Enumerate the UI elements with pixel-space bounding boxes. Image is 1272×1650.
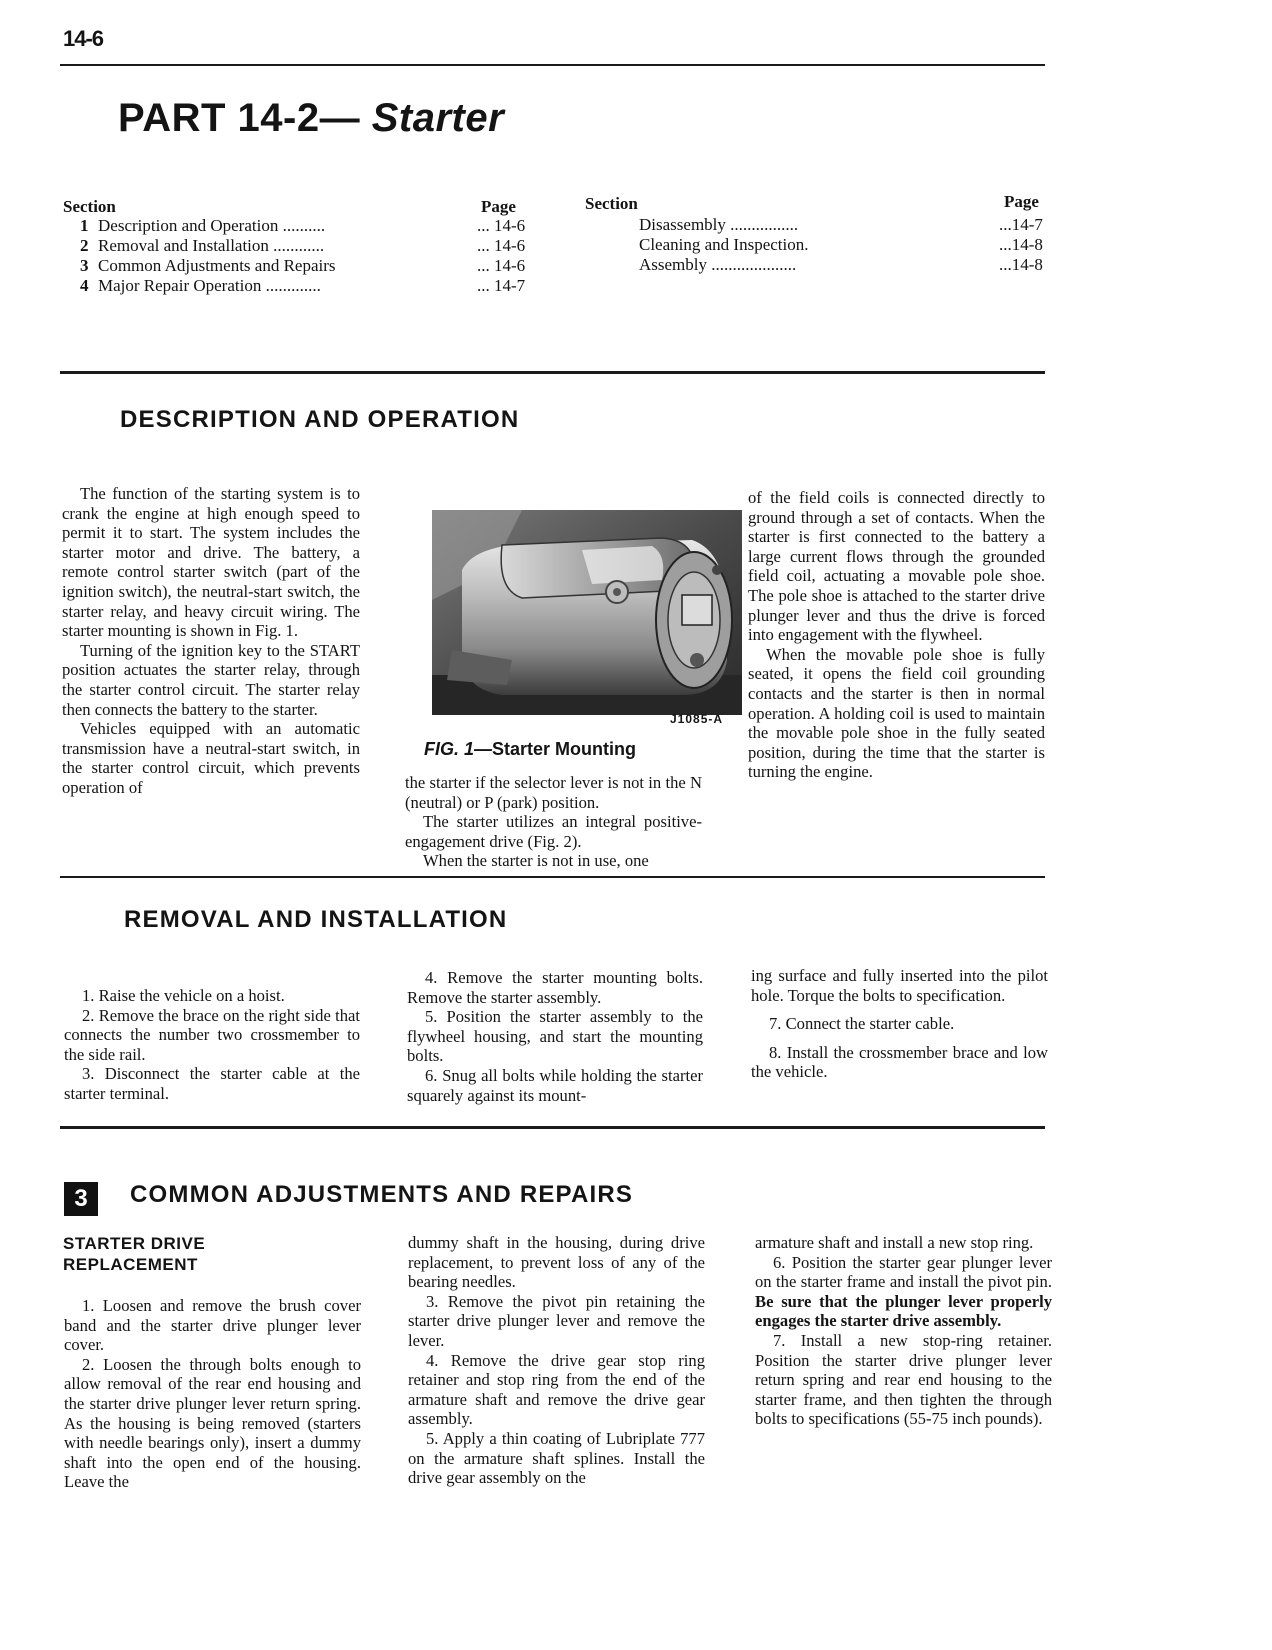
- toc-page: ...14-8: [999, 235, 1043, 254]
- step: 2. Loosen the through bolts enough to allow removal of the rear end housing and the starter drive plunger lever return spring. As the housing is being removed (starters with needle bearings only), insert a dummy shaft into the open end of the housing. Leave the: [64, 1354, 361, 1492]
- toc-page: ...14-7: [999, 215, 1043, 234]
- toc-entry: Assembly ....................: [639, 255, 797, 274]
- toc-page: ... 14-6: [477, 256, 526, 275]
- page-number: 14-6: [63, 26, 104, 51]
- paragraph: The starter utilizes an integral positive-engagement drive (Fig. 2).: [405, 812, 702, 851]
- title-part: PART 14-2—: [118, 96, 361, 140]
- toc-entry: Cleaning and Inspection.: [639, 235, 809, 254]
- paragraph: Turning of the ignition key to the START position actuates the starter relay, through the starter control circuit. The starter relay then connects the battery to the starter.: [62, 640, 360, 719]
- step: 3. Disconnect the starter cable at the starter terminal.: [64, 1064, 360, 1103]
- figure-code: J1085-A: [670, 712, 724, 726]
- figure-label: FIG. 1—: [424, 739, 493, 759]
- toc-entry: Disassembly ................: [639, 215, 799, 234]
- common-column-2: [408, 1233, 705, 1488]
- step: armature shaft and install a new stop ring.: [755, 1233, 1034, 1252]
- step: 5. Apply a thin coating of Lubriplate 777 on the armature shaft splines. Install the drive gear assembly on the: [408, 1428, 705, 1488]
- removal-column-2: [407, 968, 703, 1105]
- toc-entry: 1 Description and Operation ..........: [80, 216, 326, 235]
- toc-page-header-right: Page: [1004, 192, 1039, 211]
- figure-caption: [424, 739, 636, 760]
- step: 4. Remove the starter mounting bolts. Remove the starter assembly.: [407, 968, 703, 1007]
- step: 7. Install a new stop-ring retainer. Position the starter drive plunger lever return spring and rear end housing to the starter frame, and then tighten the through bolts to specifications (55-75 inch pounds).: [755, 1330, 1052, 1429]
- section-rule: [60, 876, 1045, 878]
- paragraph: The function of the starting system is to crank the engine at high enough speed to permit it to start. The system includes the starter motor and drive. The battery, a remote control starter switch (part of the ignition switch), the neutral-start switch, the starter relay, and heavy circuit wiring. The starter mounting is shown in Fig. 1.: [62, 484, 360, 641]
- section-number-badge: 3: [64, 1182, 98, 1216]
- warning-text: Be sure that the plunger lever properly engages the starter drive assembly.: [755, 1291, 1052, 1331]
- header-rule: [60, 64, 1045, 66]
- step: 1. Raise the vehicle on a hoist.: [82, 986, 285, 1005]
- common-heading: COMMON ADJUSTMENTS AND REPAIRS: [130, 1181, 634, 1208]
- removal-heading: REMOVAL AND INSTALLATION: [124, 906, 508, 933]
- paragraph: Vehicles equipped with an automatic transmission have a neutral-start switch, in the starter control circuit, which prevents operation of: [62, 719, 360, 797]
- toc-entry: 4 Major Repair Operation .............: [80, 276, 321, 295]
- step: 6. Snug all bolts while holding the starter squarely against its mount-: [407, 1065, 703, 1105]
- toc-page: ... 14-6: [477, 236, 526, 255]
- step: 8. Install the crossmember brace and low the vehicle.: [751, 1042, 1048, 1082]
- starter-mounting-photo: [432, 510, 742, 715]
- description-column-2: [405, 773, 702, 871]
- paragraph: of the field coils is connected directly to ground through a set of contacts. When the starter is first connected to the battery a large current flows through the grounded field coil, actuating a movable pole shoe. The pole shoe is attached to the starter drive plunger lever and thus the drive is forced into engagement with the flywheel.: [748, 488, 1045, 645]
- toc-page: ...14-8: [999, 255, 1043, 274]
- description-column-1: [62, 484, 360, 798]
- title-name: Starter: [371, 96, 505, 140]
- step: 7. Connect the starter cable.: [769, 1014, 955, 1034]
- description-heading: DESCRIPTION AND OPERATION: [120, 406, 520, 433]
- step: 2. Remove the brace on the right side that connects the number two crossmember to the side rail.: [64, 1005, 360, 1064]
- toc-section-header-left: Section: [63, 197, 116, 216]
- step: 1. Loosen and remove the brush cover band and the starter drive plunger lever cover.: [64, 1296, 361, 1355]
- removal-column-1: [64, 986, 360, 1104]
- starter-drive-subheading: STARTER DRIVE REPLACEMENT: [63, 1234, 206, 1274]
- page-title: [118, 96, 504, 141]
- paragraph: When the movable pole shoe is fully seated, it opens the field coil grounding contacts and the starter is then in normal operation. A holding coil is used to maintain the movable pole shoe in the fully seated position, during the time that the starter is turning the engine.: [748, 644, 1045, 782]
- step: ing surface and fully inserted into the pilot hole. Torque the bolts to specification.: [751, 966, 1048, 1005]
- toc-entry: 2 Removal and Installation ............: [80, 236, 325, 255]
- removal-column-3: [751, 966, 1048, 1082]
- step: dummy shaft in the housing, during drive replacement, to prevent loss of any of the bearing needles.: [408, 1233, 705, 1292]
- toc-section-header-right: Section: [585, 194, 638, 213]
- step: 4. Remove the drive gear stop ring retainer and stop ring from the end of the armature shaft and remove the drive gear assembly.: [408, 1350, 705, 1429]
- common-column-3: [755, 1233, 1052, 1429]
- step: 3. Remove the pivot pin retaining the starter drive plunger lever and remove the lever.: [408, 1291, 705, 1350]
- paragraph: When the starter is not in use, one: [423, 851, 649, 871]
- paragraph: the starter if the selector lever is not in the N (neutral) or P (park) position.: [405, 773, 702, 812]
- toc-page: ... 14-7: [477, 276, 526, 295]
- figure-title: Starter Mounting: [492, 739, 637, 759]
- description-column-3: [748, 488, 1045, 782]
- toc-page: ... 14-6: [477, 216, 526, 235]
- section-rule: [60, 371, 1045, 374]
- section-rule: [60, 1126, 1045, 1129]
- toc-entry: 3 Common Adjustments and Repairs: [80, 256, 336, 275]
- step: 5. Position the starter assembly to the flywheel housing, and start the mounting bolts.: [407, 1007, 703, 1066]
- toc-page-header-left: Page: [481, 197, 516, 216]
- step: 6. Position the starter gear plunger lever on the starter frame and install the pivot pin. Be sure that the plunger lever properly engages the starter drive assembly.: [755, 1252, 1052, 1331]
- common-column-1: [64, 1296, 361, 1492]
